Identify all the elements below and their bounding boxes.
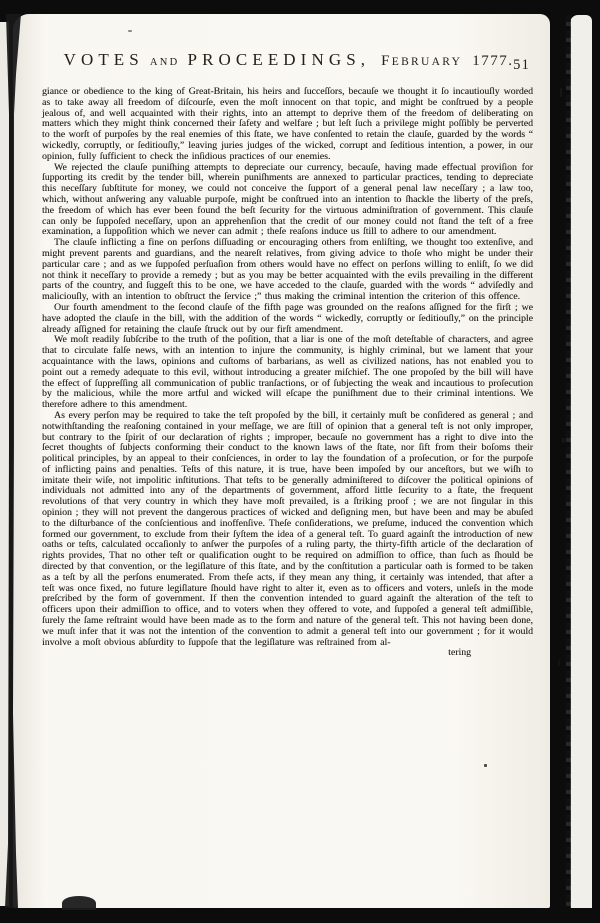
scan-speckle xyxy=(62,896,96,910)
scan-speckle xyxy=(562,438,565,443)
header-year: 1777. xyxy=(472,53,514,69)
scan-speckle xyxy=(484,764,487,767)
catchword: tering xyxy=(448,647,471,659)
page-number: 51 xyxy=(513,57,530,73)
scan-speckle xyxy=(128,30,132,32)
running-header xyxy=(43,50,534,74)
body-paragraph: We rejected the clauſe puniſhing attempts to depreciate our currency, becauſe, having made effectual proviſion for ſupporting its credit by the tender bill, wherein puniſhments are annexed to particular practices, tending to depreciate this neceſſary ſubſtitute for money, we could not conceive the ſupport of a general penal law neceſſary ; a law too, which, without anſwering any valuable purpoſe, might be conſtrued into an intention to ſhackle the liberty of the preſs, the freedom of which has ever been found the beſt ſecurity for the virtuous adminiſtration of government. This clauſe can only be ſuppoſed neceſſary, upon an apprehenſion that the credit of our money could not ſtand the teſt of a free examination, a ſuppoſition which we never can admit ; theſe reaſons induce us ſtill to adhere to our amendment. xyxy=(42,161,533,238)
scanned-page xyxy=(13,14,550,908)
page-text xyxy=(42,87,533,659)
body-paragraph: Our fourth amendment to the ſecond clauſe of the fifth page was grounded on the reaſons aſſigned for the firſt ; we have adopted the clauſe in the bill, with the addition of the words “ wickedly, corruptly or ſeditiouſly,” on the principle already aſſigned for retaining the clauſe ſtruck out by our firſt amendment. xyxy=(42,301,533,335)
header-votes: VOTES xyxy=(63,50,144,69)
body-paragraph: As every perſon may be required to take the teſt propoſed by the bill, it certainly muſt be conſidered as general ; and notwithſtanding the reaſoning contained in your meſſage, we are ſtill of opinion that a general teſt is not only improper, but contrary to the ſpirit of our declaration of rights ; improper, becauſe no government has a right to dive into the ſecret thoughts of ſubjects conforming their conduct to the known laws of the ſtate, nor ſift from their boſoms their political principles, by an appeal to their conſciences, in order to lay the foundation of a proſecution, or for the purpoſe of inflicting pains and penalties. Teſts of this nature, it is true, have been impoſed by our anceſtors, but we wiſh to imitate their wiſe, not impolitic inſtitutions. That teſts to be generally adminiſtered to diſcover the political opinions of individuals not admitted into any of the departments of government, afford little ſecurity to a ſtate, the frequent revolutions of that very country in which they have moſt prevailed, is a ſtriking proof ; we are not ſingular in this opinion ; they will not prevent the dangerous practices of wicked and deſigning men, but have been and may be abuſed to the diſturbance of the conſcientious and inoffenſive. Theſe conſiderations, we preſume, induced the convention which formed our government, to exclude from their ſyſtem the idea of a general teſt. To guard againſt the introduction of new oaths or teſts, calculated occaſionly to anſwer the purpoſes of a ruling party, the thirty-fifth article of the declaration of rights provides, That no other teſt or qualification ought to be required on admiſſion to office, than ſuch as ſhould be directed by that convention, or the legiſlature of this ſtate, and by the conſtitution a particular oath is formed to be taken as a teſt by all the perſons enumerated. From theſe acts, if they mean any thing, it certainly was intended, that after a teſt was once fixed, no future legiſlature ſhould have right to alter it, even as to officers and voters, unleſs in the mode preſcribed by the form of government. If then the convention intended to guard againſt the alteration of the teſt to officers upon their admiſſion to office, and to voters when they offered to vote, and ſuppoſed a general teſt admiſſible, ſurely the ſame reſtraint would have been made as to the form and nature of the general teſt. This not having been done, we muſt infer that it was not the intention of the convention to admit a general teſt into our government ; for it would involve a moſt obvious abſurdity to ſuppoſe that the legiſlature was reſtrained from al- xyxy=(42,409,533,648)
body-paragraph: We moſt readily ſubſcribe to the truth of the poſition, that a liar is one of the moſt deteſtable of characters, and agree that to circulate falſe news, with an intention to injure the community, is highly criminal, but we lament that your acquaintance with the laws, opinions and cuſtoms of barbarians, as well as civilized nations, has not enabled you to point out a remedy adequate to this evil, without introducing a greater miſchief. The one propoſed by the bill will have the effect of ſuppreſſing all communication of public tranſactions, or of ſubjecting the weak and incautious to proſecution by the malicious, while the more artful and wicked will eſcape the puniſhment due to their criminal intentions. We therefore adhere to this amendment. xyxy=(42,334,533,411)
gutter-shadow xyxy=(566,15,571,908)
body-paragraph: giance or obedience to the king of Great-Britain, his heirs and ſucceſſors, becauſe we thought it ſo incautiouſly worded as to take away all freedom of diſcourſe, even the moſt innocent on that topic, and might be conſtrued by a people jealous of, and well acquainted with their rights, into an attempt to deprive them of the freedom of deliberating on matters which they might think concerned their ſafety and welfare ; but leſt ſuch a privilege might poſſibly be perverted to the worſt of purpoſes by the real enemies of this ſtate, we have conſented to retain the clauſe, guarded by the words “ wickedly, corruptly, or ſeditiouſly,” leaving juries judges of the wicked, corrupt and ſeditious intention, a power, in our opinion, fully ſufficient to check the inſidious practices of our enemies. xyxy=(42,86,533,162)
header-month: FEBRUARY xyxy=(381,53,463,69)
scan-speckle xyxy=(560,88,562,97)
body-paragraph: The clauſe inflicting a fine on perſons diſſuading or encouraging others from enliſting, we thought too extenſive, and might prevent parents and guardians, and the neareſt relatives, from giving advice to thoſe who might be under their particular care ; and as we ſuppoſed perſuaſion from others would have no effect on perſons willing to enliſt, ſo we did not think it neceſſary to provide a remedy ; but as you may be better acquainted with the evils prevailing in the different parts of the country, and ſuggeſt this to be one, we have acceded to the clauſe, guarded with the words “ adviſedly and maliciouſly, with an intention to obſtruct the ſervice ;” thus making the criminal intention the criterion of this offence. xyxy=(42,237,533,303)
scan-speckle xyxy=(558,660,560,666)
header-proceedings: PROCEEDINGS, xyxy=(187,50,371,69)
header-and: AND xyxy=(149,57,180,68)
adjacent-page-edge xyxy=(570,15,592,908)
underlying-page-edge xyxy=(0,22,9,906)
